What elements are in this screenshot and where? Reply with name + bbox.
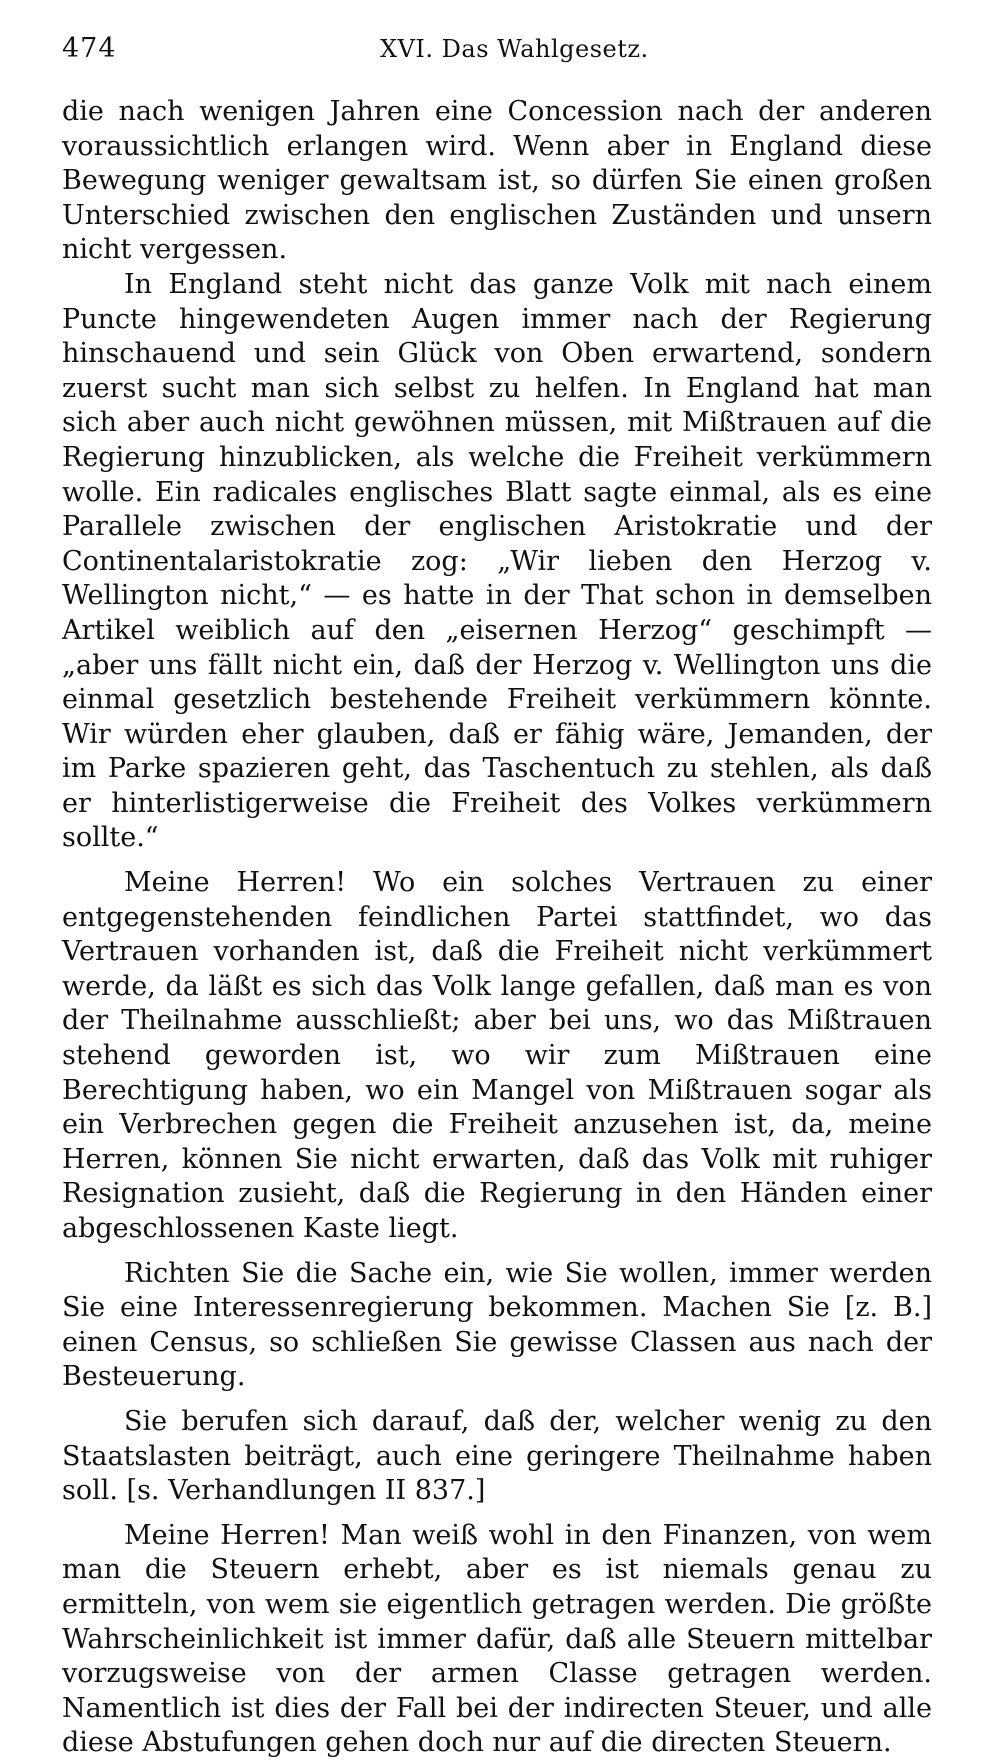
paragraph-interessenregierung: Richten Sie die Sache ein, wie Sie wollen, immer werden Sie eine Interessenregierung bekommen. Machen Sie [z. B.] einen Census, so schließen Sie gewisse Classen aus nach der Besteuerung. (62, 1257, 932, 1393)
paragraph-england: In England steht nicht das ganze Volk mit nach einem Puncte hingewendeten Augen immer nach der Regierung hinschauend und sein Glück von Oben erwartend, sondern zuerst sucht man sich selbst zu helfen. In England hat man sich aber auch nicht gewöhnen müssen, mit Mißtrauen auf die Regierung hinzublicken, als welche die Freiheit verkümmern wolle. Ein radicales englisches Blatt sagte einmal, als es eine Parallele zwischen der englischen Aristokratie und der Continentalaristokratie zog: „Wir lieben den Herzog v. Wellington nicht,“ — es hatte in der That schon in demselben Artikel weiblich auf den „eisernen Herzog“ geschimpft — „aber uns fällt nicht ein, daß der Herzog v. Wellington uns die einmal gesetzlich bestehende Freiheit verkümmern könnte. Wir würden eher glauben, daß er fähig wäre, Jemanden, der im Parke spazieren geht, das Taschentuch zu stehlen, als daß er hinterlistigerweise die Freiheit des Volkes verkümmern sollte.“ (62, 268, 932, 854)
paragraph-continuation: die nach wenigen Jahren eine Concession nach der anderen voraussichtlich erlangen wird. Wenn aber in England diese Bewegung weniger gewaltsam ist, so dürfen Sie einen großen Unterschied zwischen den englischen Zuständen und unsern nicht vergessen. (62, 96, 932, 266)
paragraph-steuern: Meine Herren! Man weiß wohl in den Finanzen, von wem man die Steuern erhebt, aber es ist niemals genau zu ermitteln, von wem sie eigentlich getragen werden. Die größte Wahrscheinlichkeit ist immer dafür, daß alle Steuern mittelbar vorzugsweise von der armen Classe getragen werden. Namentlich ist dies der Fall bei der indirecten Steuer, und alle diese Abstufungen gehen doch nur auf die directen Steuern. (62, 1519, 932, 1759)
running-head (62, 33, 932, 73)
body-text (62, 95, 932, 1761)
page-number: 474 (62, 33, 117, 64)
paragraph-meine-herren-vertrauen: Meine Herren! Wo ein solches Vertrauen zu einer entgegenstehenden feindlichen Partei stattfindet, wo das Vertrauen vorhanden ist, daß die Freiheit nicht verkümmert werde, da läßt es sich das Volk lange gefallen, daß man es von der Theilnahme ausschließt; aber bei uns, wo das Mißtrauen stehend geworden ist, wo wir zum Mißtrauen eine Berechtigung haben, wo ein Mangel von Mißtrauen sogar als ein Verbrechen gegen die Freiheit anzusehen ist, da, meine Herren, können Sie nicht erwarten, daß das Volk mit ruhiger Resignation zusieht, daß die Regierung in den Händen einer abgeschlossenen Kaste liegt. (62, 867, 932, 1244)
paragraph-staatslasten: Sie berufen sich darauf, daß der, welcher wenig zu den Staatslasten beiträgt, auch eine geringere Theilnahme haben soll. [s. Verhandlungen II 837.] (62, 1405, 932, 1507)
chapter-title: XVI. Das Wahlgesetz. (380, 35, 649, 63)
